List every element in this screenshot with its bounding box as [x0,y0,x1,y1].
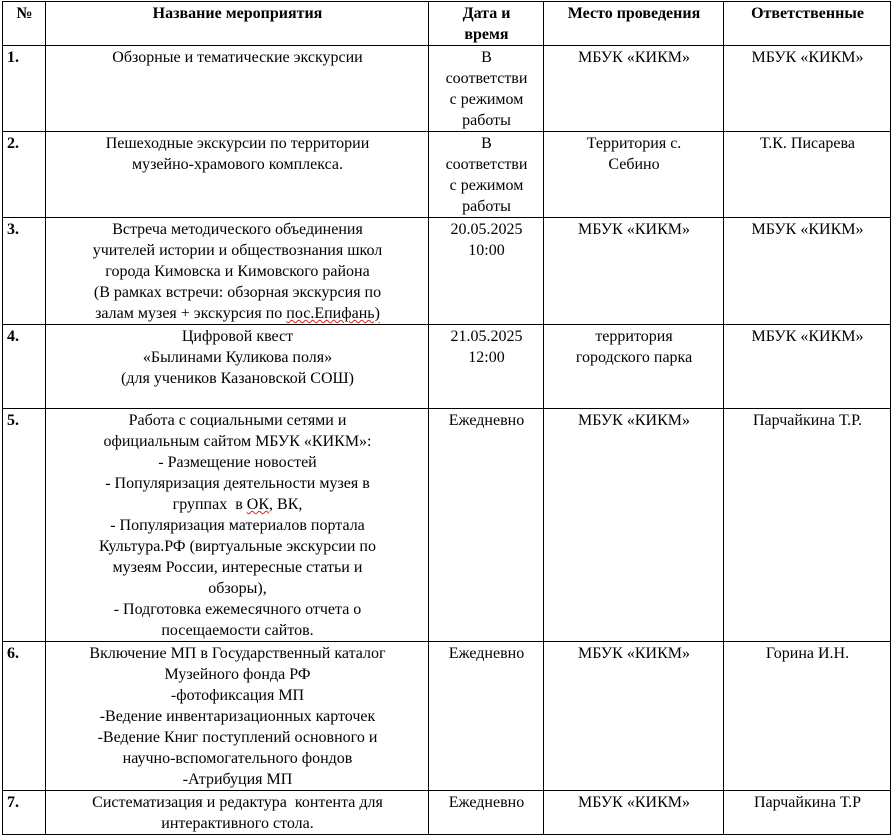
date-line: 20.05.2025 [450,221,523,238]
name-line: Пешеходные экскурсии по территории [105,135,370,152]
name-line: (В рамках встречи: обзорная экскурсия по [93,284,382,301]
header-responsible: Ответственные [724,2,891,46]
date-line: Ежедневно [448,645,525,662]
date-line: соответстви [445,70,528,87]
table-row [3,46,891,132]
row-num: 4. [3,325,46,409]
header-name: Название мероприятия [46,2,429,46]
row-name [46,46,429,132]
place-line: МБУК «КИКМ» [578,221,690,238]
row-num: 6. [3,642,46,791]
date-line: с режимом [449,177,524,194]
row-name [46,409,429,642]
name-line: - Популяризация материалов портала [110,517,365,534]
row-place [544,642,724,791]
table-row [3,409,891,642]
name-line-text: группах в [172,496,247,513]
row-place [544,791,724,835]
name-line [50,303,425,324]
header-date-line2: время [464,26,509,43]
row-place [544,132,724,218]
place-line: МБУК «КИКМ» [578,794,690,811]
name-line: -Атрибуция МП [182,771,293,788]
name-line: обзоры), [208,580,267,597]
name-line: Встреча методического объединения [112,221,363,238]
name-line: Систематизация и редактура контента для [92,794,383,811]
place-line: МБУК «КИКМ» [578,645,690,662]
name-line: -фотофиксация МП [170,687,305,704]
name-line: посещаемости сайтов. [161,622,314,639]
date-line: 21.05.2025 [450,328,523,345]
name-line: города Кимовска и Кимовского района [105,263,370,280]
row-responsible: Парчайкина Т.Р [724,791,891,835]
name-line: официальным сайтом МБУК «КИКМ»: [103,433,372,450]
name-line: Музейного фонда РФ [164,666,311,683]
date-line: В [481,135,492,152]
name-line: научно-вспомогательного фондов [122,750,353,767]
name-line: - Размещение новостей [158,454,317,471]
place-line: МБУК «КИКМ» [578,49,690,66]
row-date [429,409,544,642]
date-line: работы [462,198,511,215]
row-place [544,409,724,642]
date-line: 12:00 [468,349,505,366]
date-line: соответстви [445,156,528,173]
table-row [3,132,891,218]
name-line: -Ведение Книг поступлений основного и [97,729,378,746]
row-responsible: МБУК «КИКМ» [724,46,891,132]
row-place [544,325,724,409]
place-line: Территория с. [586,135,682,152]
date-line: 10:00 [468,242,505,259]
name-line-text: залам музея + экскурсия по [95,305,283,322]
header-date [429,2,544,46]
row-responsible: Т.К. Писарева [724,132,891,218]
date-line: Ежедневно [448,794,525,811]
name-line [50,494,425,515]
row-date [429,791,544,835]
table-header-row [3,2,891,46]
name-line: -Ведение инвентаризационных карточек [99,708,376,725]
row-date [429,46,544,132]
row-place [544,46,724,132]
place-line: территория [595,328,673,345]
name-line: Культура.РФ (виртуальные экскурсии по [98,538,376,555]
name-line-ok: ОК [246,496,270,513]
name-line: - Популяризация деятельности музея в [105,475,370,492]
name-line: - Подготовка ежемесячного отчета о [113,601,362,618]
row-name [46,791,429,835]
name-line: музейно-храмового комплекса. [131,156,344,173]
table-row [3,218,891,325]
header-num: № [3,2,46,46]
table-row [3,642,891,791]
row-responsible: Горина И.Н. [724,642,891,791]
row-num: 3. [3,218,46,325]
name-line-tail: пос.Епифань) [286,305,380,322]
name-line: музеям России, интересные статьи и [112,559,363,576]
table-row [3,791,891,835]
name-line: «Былинами Куликова поля» [142,349,333,366]
table-row [3,325,891,409]
row-num: 1. [3,46,46,132]
place-line: городского парка [575,349,693,366]
events-table [2,1,891,835]
row-name [46,218,429,325]
place-line: Себино [608,156,660,173]
name-line: интерактивного стола. [161,815,314,832]
row-responsible: МБУК «КИКМ» [724,218,891,325]
row-date [429,218,544,325]
date-line: В [481,49,492,66]
row-name [46,325,429,409]
row-responsible: Парчайкина Т.Р. [724,409,891,642]
name-line: учителей истории и обществознания школ [92,242,383,259]
name-line: Работа с социальными сетями и [128,412,347,429]
row-num: 2. [3,132,46,218]
row-name [46,132,429,218]
row-date [429,642,544,791]
header-place: Место проведения [544,2,724,46]
row-place [544,218,724,325]
row-name [46,642,429,791]
row-num: 5. [3,409,46,642]
header-date-line1: Дата и [462,5,511,22]
name-line: Цифровой квест [181,328,294,345]
name-line: (для учеников Казановской СОШ) [121,370,354,387]
row-date [429,132,544,218]
date-line: Ежедневно [448,412,525,429]
date-line: работы [462,112,511,129]
row-responsible: МБУК «КИКМ» [724,325,891,409]
date-line: с режимом [449,91,524,108]
name-line-text: , ВК, [269,496,303,513]
place-line: МБУК «КИКМ» [578,412,690,429]
name-line: Обзорные и тематические экскурсии [112,49,363,66]
row-num: 7. [3,791,46,835]
name-line: Включение МП в Государственный каталог [89,645,386,662]
row-date [429,325,544,409]
